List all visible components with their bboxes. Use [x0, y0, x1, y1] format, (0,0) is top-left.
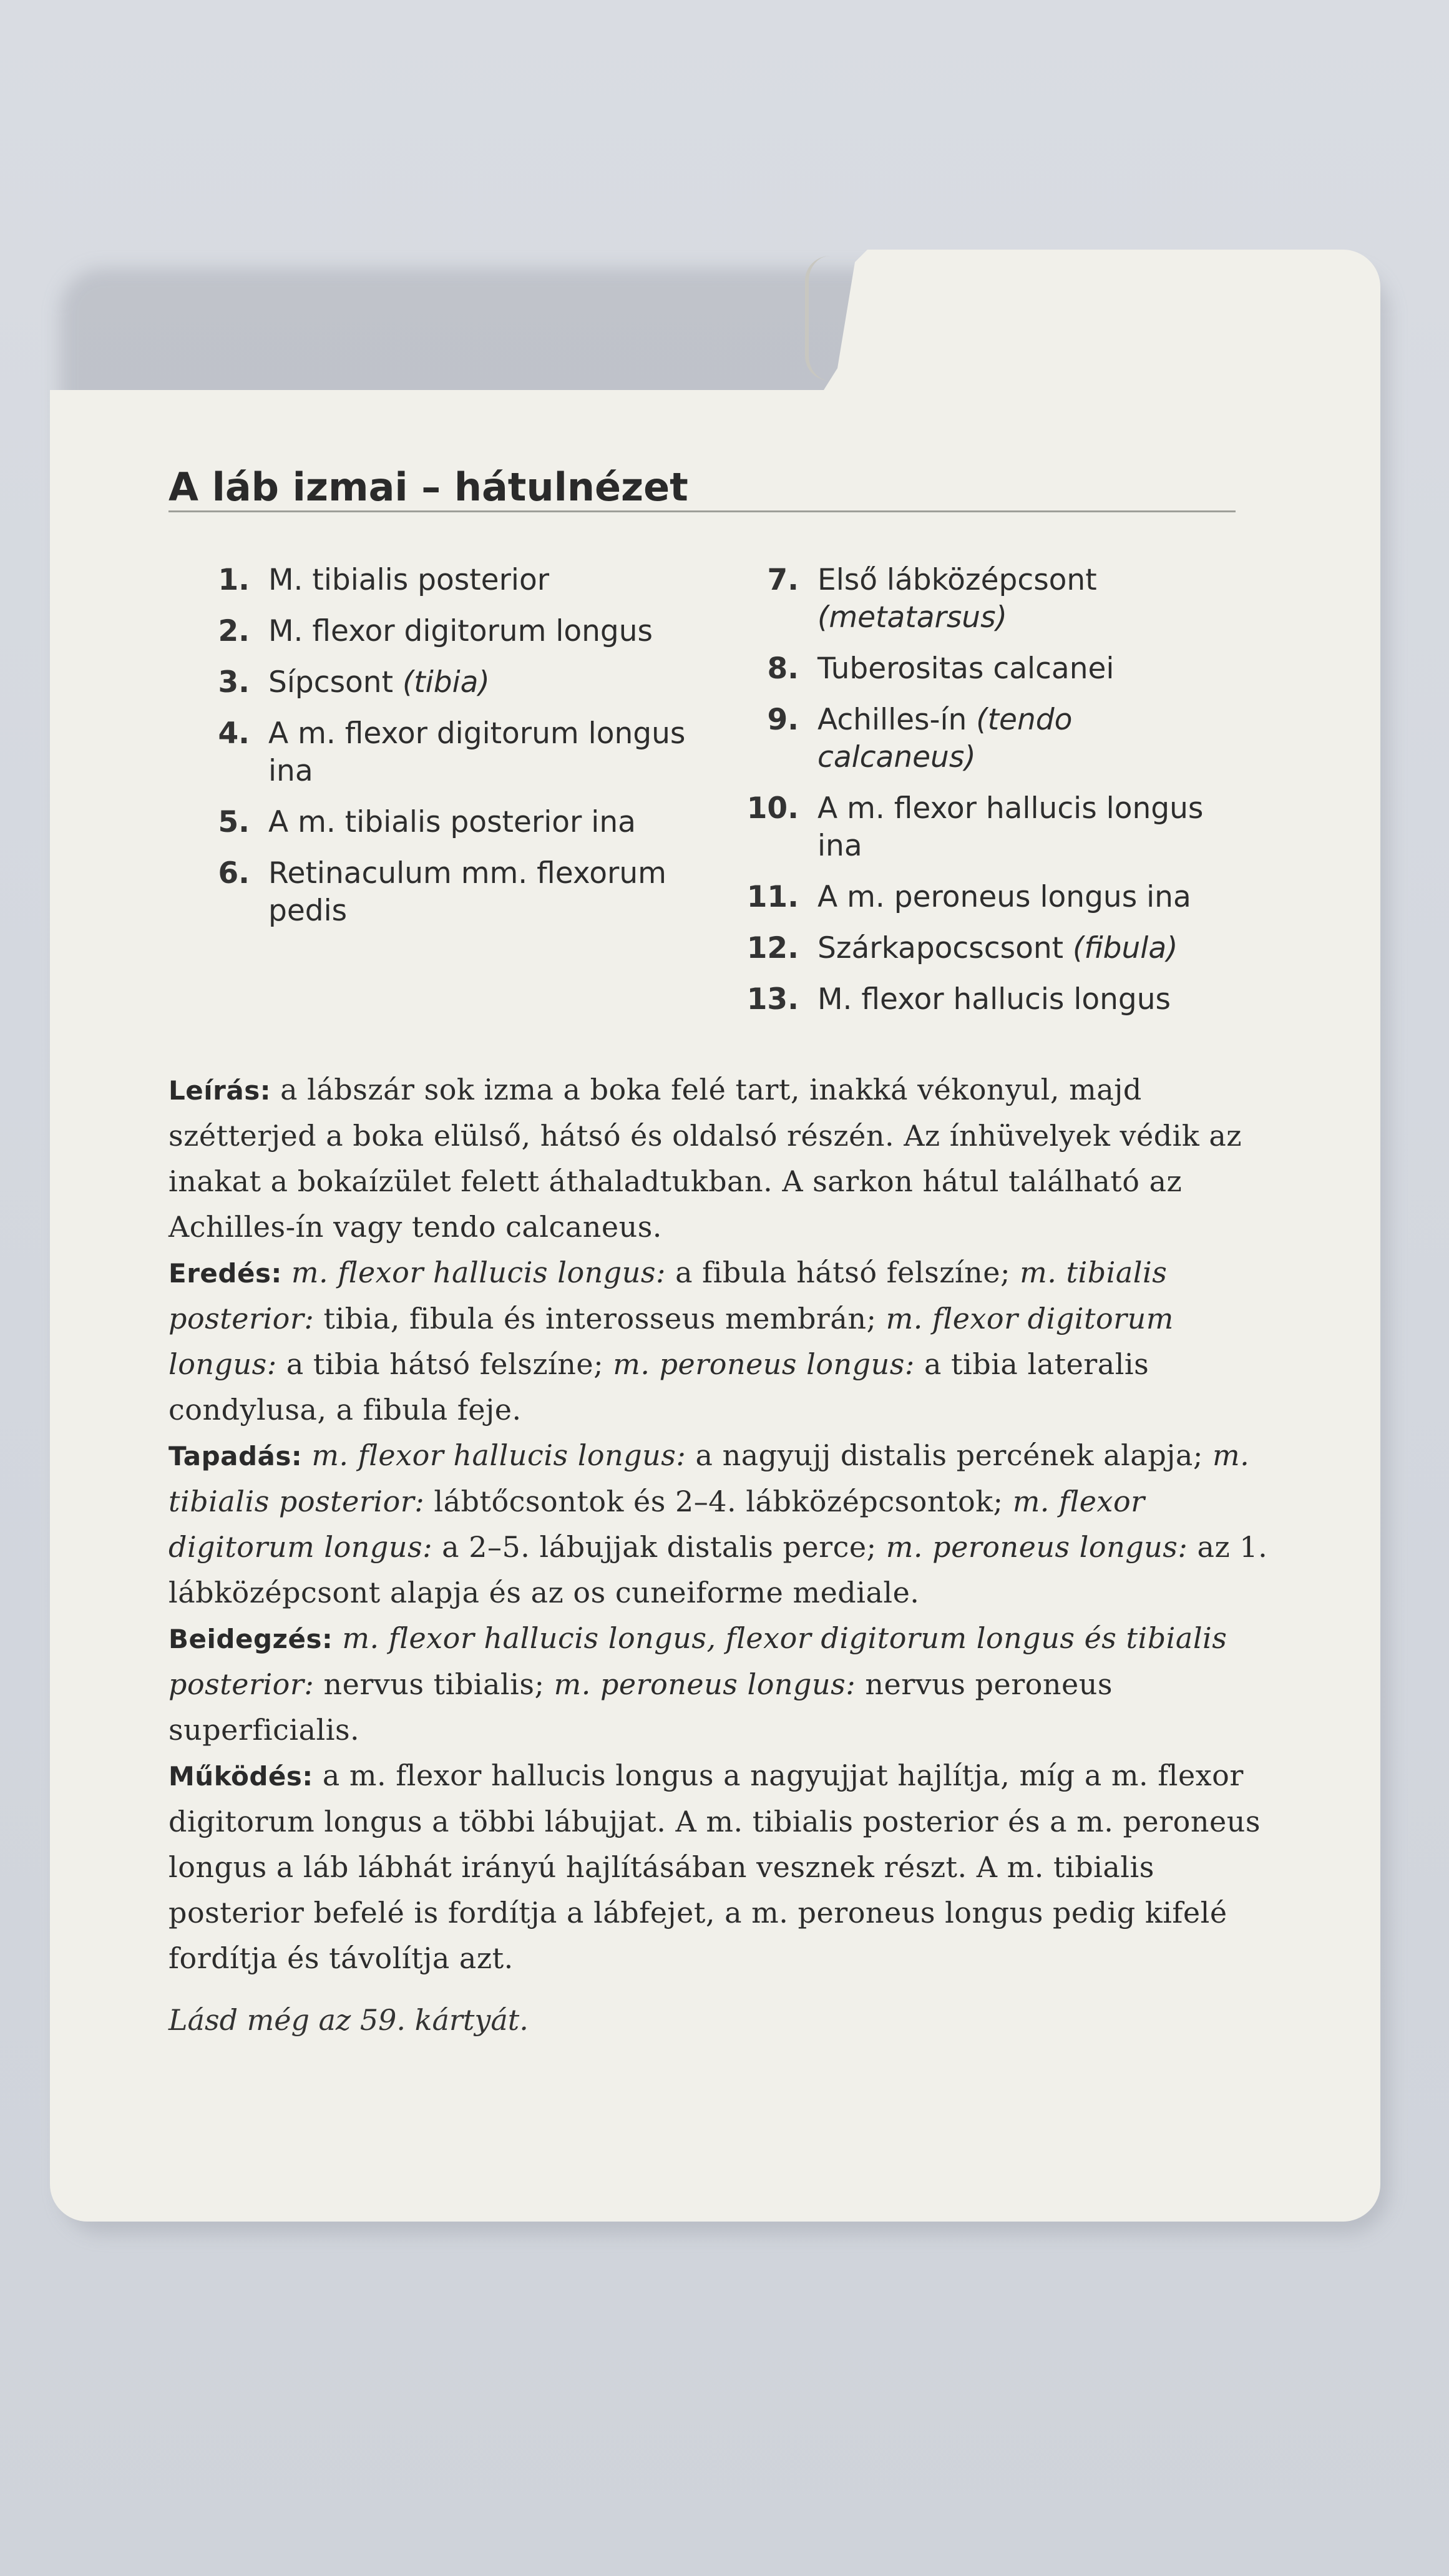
tapadas-paragraph: Tapadás: m. flexor hallucis longus: a nagyujj distalis percének alapja; m. tibialis posterior: lábtőcsontok és 2–4. lábközépcsontok; m. flexor digitorum longus: a 2–5. lábujjak distalis perce; m. peroneus longus: az 1. lábközépcsont alapja és az os cuneiforme mediale. [168, 1438, 1268, 1609]
legend-item: 13. M. flexor hallucis longus [746, 982, 1171, 1017]
card-tab-notch [805, 256, 834, 381]
description-body [168, 1067, 1273, 1981]
legend-item: 3. Sípcsont (tibia) [218, 665, 490, 700]
card-title: A láb izmai – hátulnézet [168, 464, 688, 510]
legend-list-right [730, 562, 1229, 1032]
card-content [168, 464, 1268, 2037]
legend-item: 11. A m. peroneus longus ina [746, 880, 1191, 914]
legend-item: 8. Tuberositas calcanei [767, 651, 1115, 686]
legend-list-left [187, 562, 686, 944]
title-divider [168, 510, 1236, 512]
leiras-paragraph: Leírás: a lábszár sok izma a boka felé tart, inakká vékonyul, majd szétterjed a boka elülső, hátsó és oldalsó részén. Az ínhüvelyek védik az inakat a bokaízület felett áthaladtukban. A sarkon hátul található az Achilles-ín vagy tendo calcaneus. [168, 1073, 1242, 1244]
eredes-paragraph: Eredés: m. flexor hallucis longus: a fibula hátsó felszíne; m. tibialis posterior: tibia, fibula és interosseus membrán; m. flexor digitorum longus: a tibia hátsó felszíne; m. peroneus longus: a tibia lateralis condylusa, a fibula feje. [168, 1256, 1174, 1427]
beidegzes-paragraph: Beidegzés: m. flexor hallucis longus, flexor digitorum longus és tibialis posterior: nervus tibialis; m. peroneus longus: nervus peroneus superficialis. [168, 1621, 1227, 1747]
legend-item: 10. A m. flexor hallucis longus ina [746, 791, 1204, 863]
legend-item: 2. M. flexor digitorum longus [218, 614, 653, 648]
mukodes-paragraph: Működés: a m. flexor hallucis longus a nagyujjat hajlítja, míg a m. flexor digitorum longus a többi lábujjat. A m. tibialis posterior és a m. peroneus longus a láb lábhát irányú hajlításában vesznek részt. A m. tibialis posterior befelé is fordítja a lábfejet, a m. peroneus longus pedig kifelé fordítja és távolítja azt. [168, 1759, 1261, 1975]
legend-item: 9. Achilles-ín (tendo calcaneus) [767, 703, 1073, 774]
legend-item: 6. Retinaculum mm. flexorum pedis [218, 856, 666, 928]
legend-item: 4. A m. flexor digitorum longus ina [218, 716, 686, 788]
legend-item: 1. M. tibialis posterior [218, 563, 550, 597]
legend-item: 5. A m. tibialis posterior ina [218, 805, 636, 839]
legend-item: 12. Szárkapocscsont (fibula) [746, 931, 1178, 965]
see-also-note: Lásd még az 59. kártyát. [168, 2003, 529, 2037]
legend-item: 7. Első lábközépcsont (metatarsus) [767, 563, 1097, 635]
